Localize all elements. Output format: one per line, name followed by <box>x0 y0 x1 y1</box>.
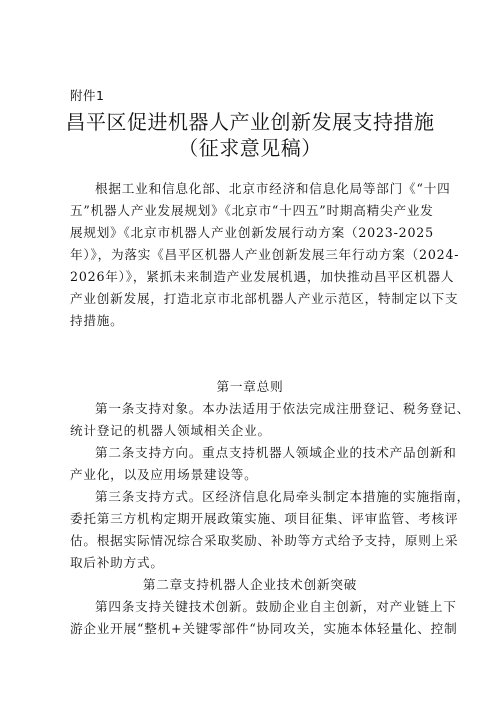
attachment-label: 附件1 <box>70 88 105 103</box>
article-3 <box>70 486 471 574</box>
text-line: 五”机器人产业发展规划》《北京市“十四五”时期高精尖产业发 <box>70 203 434 218</box>
document-title: 昌平区促进机器人产业创新发展支持措施 <box>65 110 435 134</box>
text-line: 委托第三方机构定期开展政策实施、项目征集、评审监管、考核评 <box>70 511 459 526</box>
text-line: 年）》，为落实《昌平区机器人产业创新发展三年行动方案（2024- <box>70 247 460 262</box>
text-line: 统计登记的机器人领域相关企业。 <box>70 423 271 438</box>
document-subtitle: （征求意见稿） <box>178 136 322 160</box>
text-line: 持措施。 <box>70 313 124 328</box>
intro-paragraph <box>70 178 460 332</box>
text-line: 第四条支持关键技术创新。鼓励企业自主创新，对产业链上下 <box>95 599 457 614</box>
text-line: 产业创新发展，打造北京市北部机器人产业示范区，特制定以下支 <box>70 291 459 306</box>
text-line: 第二条支持方向。重点支持机器人领域企业的技术产品创新和 <box>95 445 457 460</box>
article-1 <box>70 398 471 442</box>
text-line: 展规划》《北京市机器人产业创新发展行动方案（2023-2025 <box>70 225 434 240</box>
chapter-heading: 第二章支持机器人企业技术创新突破 <box>142 577 358 592</box>
article-4 <box>70 596 458 640</box>
text-line: 第三条支持方式。区经济信息化局牵头制定本措施的实施指南， <box>95 489 471 504</box>
text-line: 第一条支持对象。本办法适用于依法完成注册登记、税务登记、 <box>95 401 471 416</box>
text-line: 根据工业和信息化部、北京市经济和信息化局等部门《“十四 <box>95 181 451 196</box>
text-line: 2026年）》，紧抓未来制造产业发展机遇，加快推动昌平区机器人 <box>70 269 455 284</box>
text-line: 取后补助方式。 <box>70 555 164 570</box>
text-line: 产业化，以及应用场景建设等。 <box>70 467 258 482</box>
text-line: 估。根据实际情况综合采取奖励、补助等方式给予支持，原则上采 <box>70 533 459 548</box>
chapter-heading: 第一章总则 <box>216 379 284 394</box>
article-2 <box>70 442 457 486</box>
text-line: 游企业开展“整机+关键零部件“协同攻关，实施本体轻量化、控制 <box>70 621 458 636</box>
